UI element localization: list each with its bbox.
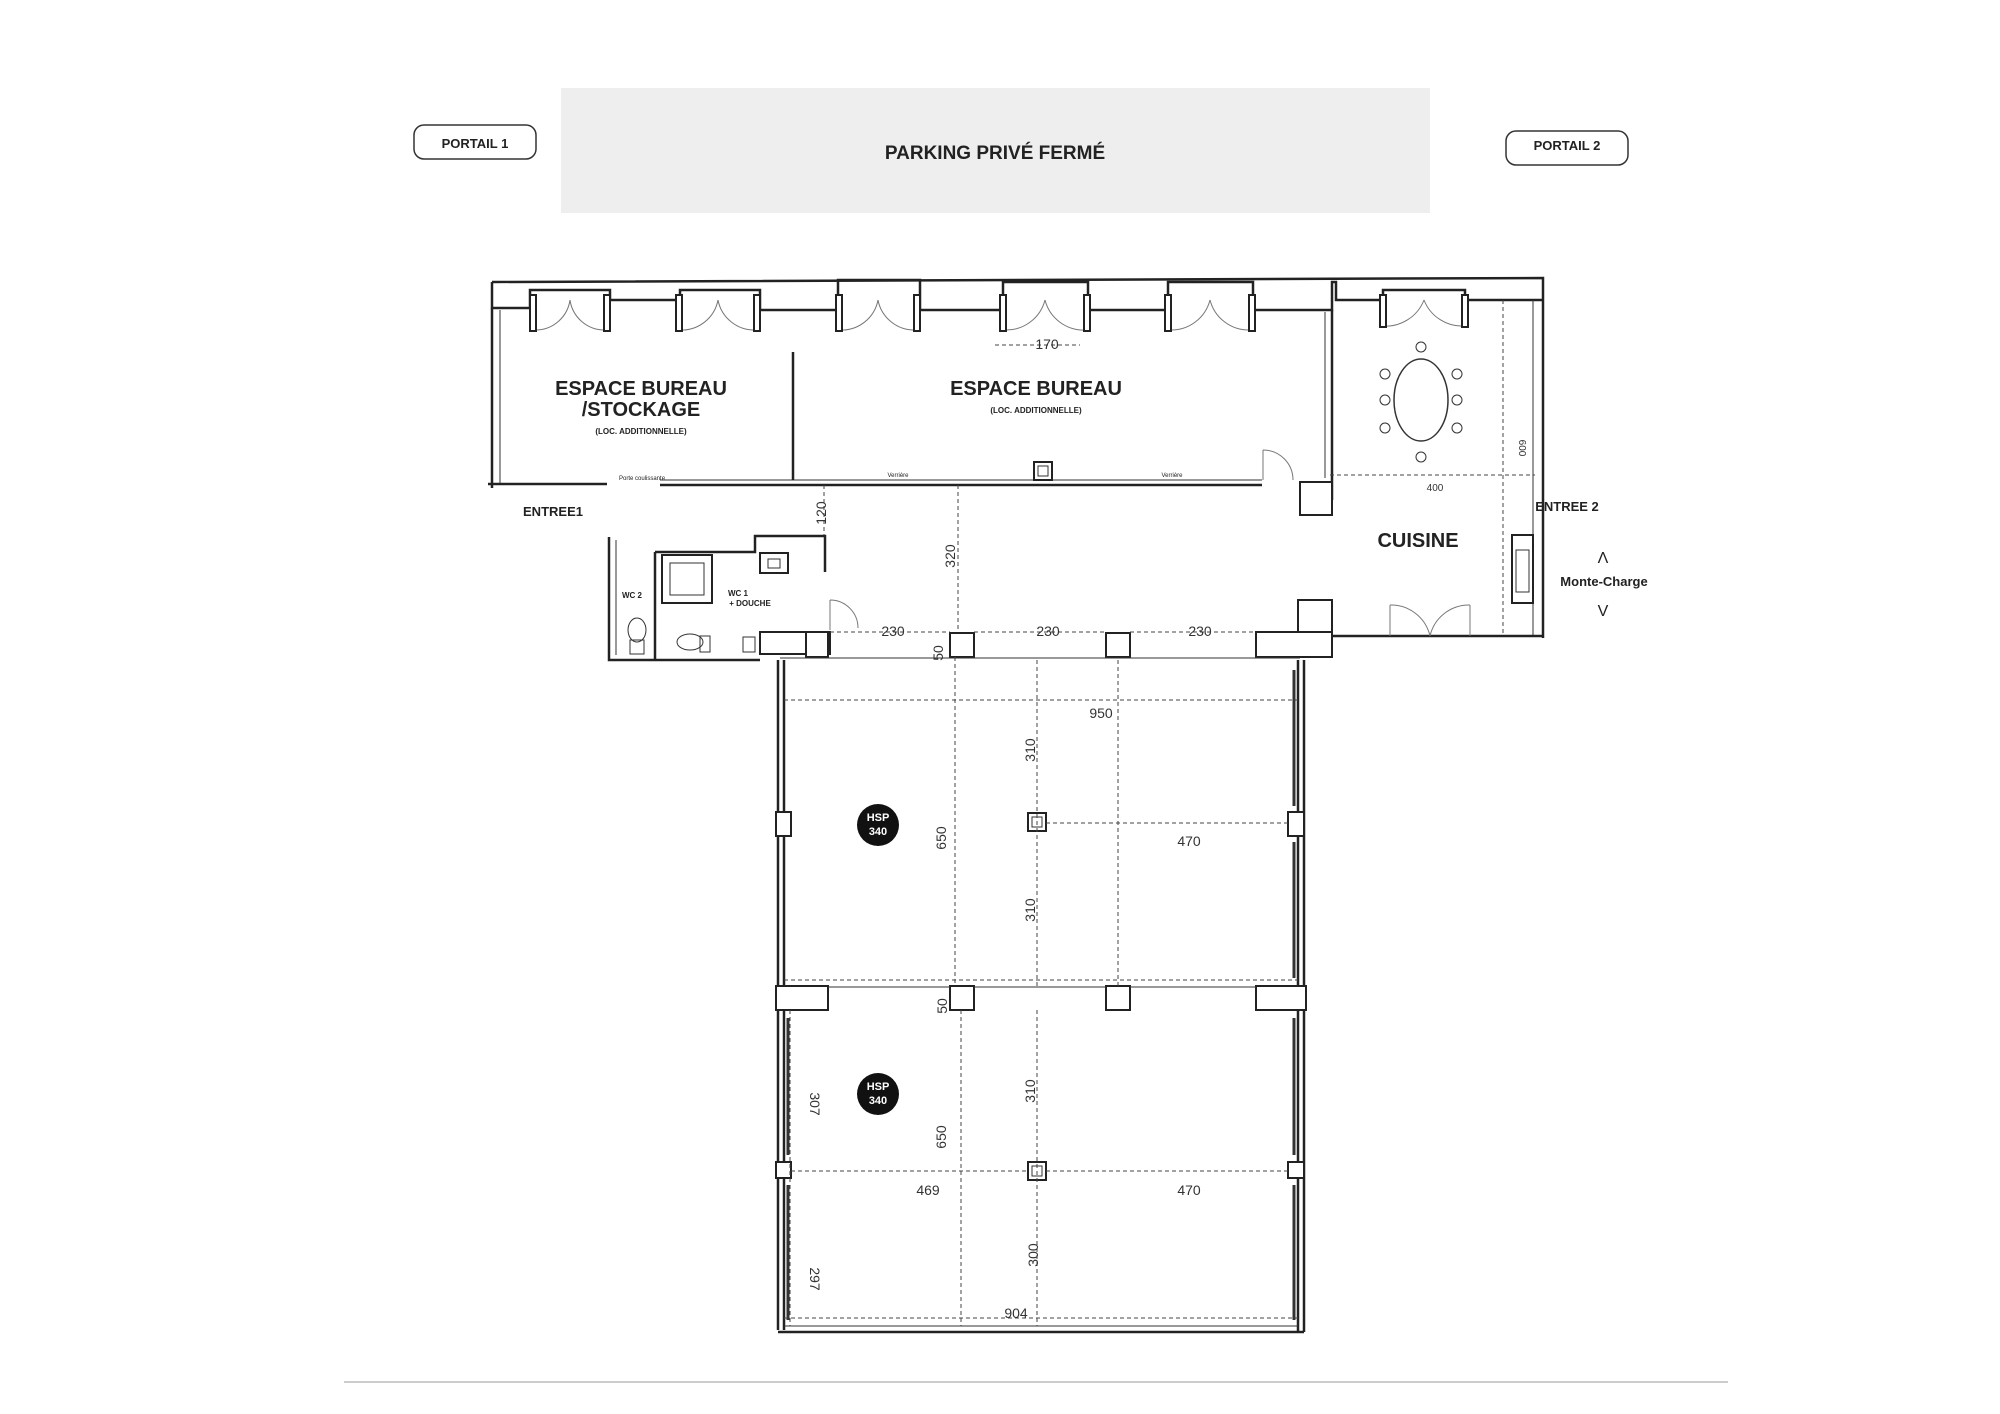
south-hall-walls [776,632,1332,1332]
svg-text:950: 950 [1089,705,1113,721]
svg-text:470: 470 [1177,1182,1201,1198]
svg-text:650: 650 [933,1125,949,1149]
room-bureau-stockage-subtitle: /STOCKAGE [581,399,701,421]
svg-text:HSP: HSP [866,1081,890,1093]
room-wc2-label: WC 2 [622,591,642,600]
meeting-table [1380,342,1462,462]
svg-text:230: 230 [1036,623,1060,639]
svg-text:650: 650 [933,826,949,850]
dimension-lines [784,300,1535,1326]
svg-text:469: 469 [916,1182,940,1198]
gate-1-label: PORTAIL 1 [441,136,509,151]
svg-text:297: 297 [807,1267,823,1291]
svg-text:310: 310 [1022,898,1038,922]
lift-up-arrow: Λ [1597,550,1609,567]
gate-2-label: PORTAIL 2 [1533,138,1601,153]
glazing-label-left: Verrière [887,473,909,479]
svg-text:50: 50 [934,998,950,1014]
svg-text:340: 340 [868,826,888,838]
svg-text:230: 230 [881,623,905,639]
north-wing-walls [488,278,1543,638]
svg-text:307: 307 [807,1092,823,1116]
svg-text:320: 320 [942,544,958,568]
svg-text:400: 400 [1426,483,1444,494]
parking-label: PARKING PRIVÉ FERMÉ [884,143,1106,164]
glazing-label-right: Verrière [1161,473,1183,479]
svg-text:600: 600 [1516,439,1527,457]
room-cuisine-title: CUISINE [1377,530,1459,552]
svg-text:340: 340 [868,1095,888,1107]
room-bureau-stockage-title: ESPACE BUREAU [555,378,727,400]
svg-text:904: 904 [1004,1305,1028,1321]
entrance-1-label: ENTREE1 [523,504,583,519]
room-bureau-stockage-note: (LOC. ADDITIONNELLE) [595,427,687,436]
svg-text:310: 310 [1022,738,1038,762]
lift-down-arrow: V [1597,603,1609,620]
svg-text:230: 230 [1188,623,1212,639]
svg-text:310: 310 [1022,1079,1038,1103]
ceiling-height-badge-2 [857,1073,899,1115]
svg-text:120: 120 [813,501,829,525]
svg-text:170: 170 [1035,336,1059,352]
room-bureau-note: (LOC. ADDITIONNELLE) [990,406,1082,415]
svg-text:300: 300 [1025,1243,1041,1267]
room-wc1-shower-label: + DOUCHE [729,599,771,608]
sliding-door-label: Porte coulissante [619,476,666,482]
entrance-2-label: ENTREE 2 [1535,499,1599,514]
lift-label: Monte-Charge [1560,574,1648,589]
room-wc1-label: WC 1 [728,589,748,598]
room-bureau-title: ESPACE BUREAU [950,378,1122,400]
svg-text:50: 50 [930,645,946,661]
svg-text:HSP: HSP [866,812,890,824]
ceiling-height-badge-1 [857,804,899,846]
freight-lift [1512,535,1533,603]
svg-text:470: 470 [1177,833,1201,849]
